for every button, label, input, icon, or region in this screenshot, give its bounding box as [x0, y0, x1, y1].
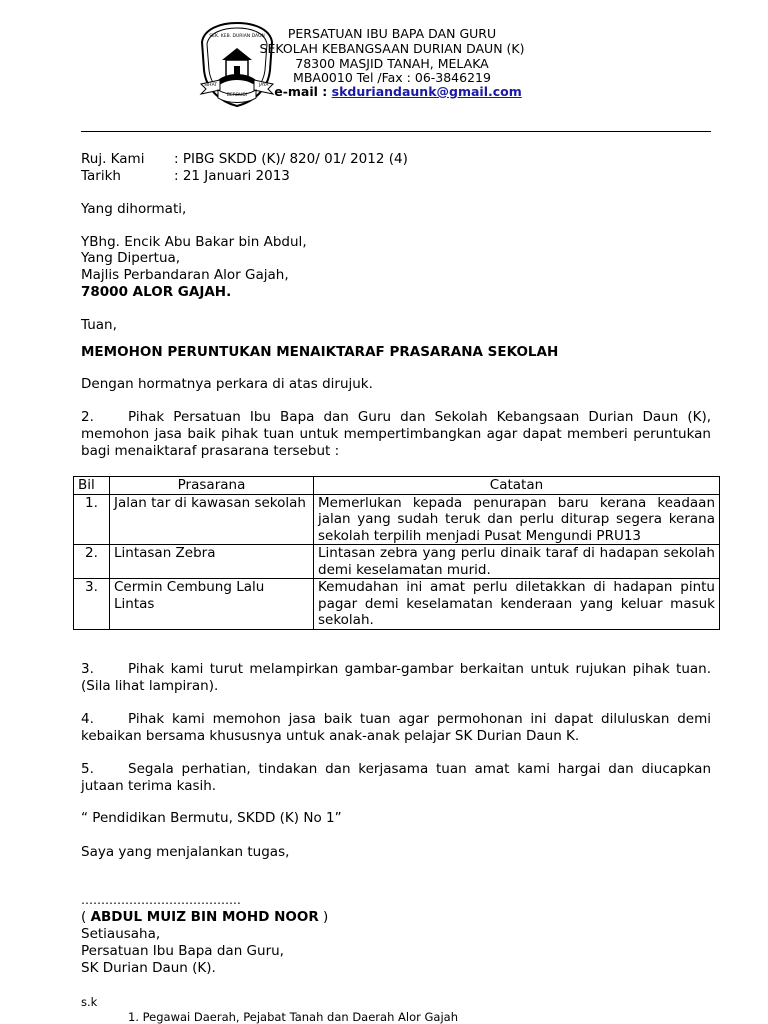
- letterhead-school-name: SEKOLAH KEBANGSAAN DURIAN DAUN (K): [259, 41, 525, 56]
- row-catatan: Kemudahan ini amat perlu diletakkan di hadapan pintu pagar demi keselamatan kenderaan yang keluar masuk sekolah.: [314, 579, 720, 630]
- salutation: Yang dihormati,: [81, 201, 187, 217]
- paragraph-4-number: 4.: [81, 711, 94, 727]
- paragraph-3-text: Pihak kami turut melampirkan gambar-gambar berkaitan untuk rujukan pihak tuan. (Sila lihat lampiran).: [81, 661, 711, 694]
- row-catatan: Lintasan zebra yang perlu dinaik taraf di hadapan sekolah demi keselamatan murid.: [314, 545, 720, 579]
- letter-subject: MEMOHON PERUNTUKAN MENAIKTARAF PRASARANA SEKOLAH: [81, 344, 559, 360]
- date-value: : 21 Januari 2013: [174, 168, 290, 184]
- row-prasarana: Lintasan Zebra: [110, 545, 314, 579]
- closing-line: Saya yang menjalankan tugas,: [81, 844, 290, 860]
- paragraph-5-number: 5.: [81, 761, 94, 777]
- signature-name-line: [81, 909, 328, 926]
- signature-open-paren: (: [81, 909, 91, 925]
- letterhead-divider: [81, 131, 711, 132]
- header-bil: Bil: [74, 477, 110, 495]
- table-row: [74, 579, 720, 630]
- letterhead-tel-fax: MBA0010 Tel /Fax : 06-3846219: [293, 70, 491, 85]
- row-bil: 3.: [74, 579, 110, 630]
- sk-label: s.k: [81, 995, 98, 1009]
- header-catatan: Catatan: [314, 477, 720, 495]
- greeting-tuan: Tuan,: [81, 317, 117, 333]
- row-prasarana: Jalan tar di kawasan sekolah: [110, 494, 314, 545]
- header-prasarana: Prasarana: [110, 477, 314, 495]
- school-motto: “ Pendidikan Bermutu, SKDD (K) No 1”: [81, 810, 342, 826]
- row-bil: 1.: [74, 494, 110, 545]
- paragraph-5-text: Segala perhatian, tindakan dan kerjasama tuan amat kami hargai dan diucapkan jutaan terima kasih.: [81, 761, 711, 794]
- ref-value: : PIBG SKDD (K)/ 820/ 01/ 2012 (4): [174, 151, 408, 167]
- letterhead-email-line: [14, 84, 768, 99]
- prasarana-table: [73, 476, 720, 630]
- recipient-org: Majlis Perbandaran Alor Gajah,: [81, 267, 289, 283]
- signer-org: Persatuan Ibu Bapa dan Guru,: [81, 943, 284, 959]
- paragraph-2-text: Pihak Persatuan Ibu Bapa dan Guru dan Sekolah Kebangsaan Durian Daun (K), memohon jasa baik pihak tuan untuk mempertimbangkan agar dapat memberi peruntukan bagi menaiktaraf prasarana tersebut :: [81, 409, 711, 459]
- signature-dots: ………………………………….: [81, 893, 241, 907]
- crest-top-text: SEK. KEB. DURIAN DAUN: [209, 34, 265, 39]
- table-row: [74, 494, 720, 545]
- row-prasarana: Cermin Cembung Lalu Lintas: [110, 579, 314, 630]
- table-header-row: [74, 477, 720, 495]
- crest-bottom-text: BERBUDI: [226, 93, 248, 98]
- paragraph-3-number: 3.: [81, 661, 94, 677]
- recipient-postcode: 78000 ALOR GAJAH.: [81, 284, 232, 300]
- letterhead-org-name: PERSATUAN IBU BAPA DAN GURU: [287, 26, 497, 41]
- signer-name: ABDUL MUIZ BIN MOHD NOOR: [90, 909, 319, 925]
- paragraph-2: [81, 409, 711, 460]
- crest-ribbon-left: SIHAT: [204, 83, 218, 88]
- signer-school: SK Durian Daun (K).: [81, 960, 216, 976]
- ref-label: Ruj. Kami: [81, 151, 145, 167]
- recipient-title: Yang Dipertua,: [81, 250, 181, 266]
- email-label: e-mail :: [274, 84, 332, 99]
- signature-close-paren: ): [318, 909, 329, 925]
- paragraph-3: [81, 661, 711, 695]
- recipient-name: YBhg. Encik Abu Bakar bin Abdul,: [81, 234, 307, 250]
- row-catatan: Memerlukan kepada penurapan baru kerana keadaan jalan yang sudah teruk dan perlu diturap segera kerana sekolah terpilih menjadi Pusat Mengundi PRU13: [314, 494, 720, 545]
- paragraph-5: [81, 761, 711, 795]
- crest-ribbon-right: JAYA: [259, 83, 269, 88]
- table-row: [74, 545, 720, 579]
- paragraph-4: [81, 711, 711, 745]
- letterhead-address: 78300 MASJID TANAH, MELAKA: [295, 56, 489, 71]
- signer-title: Setiausaha,: [81, 926, 161, 942]
- email-link[interactable]: skduriandaunk@gmail.com: [331, 84, 522, 99]
- intro-paragraph: Dengan hormatnya perkara di atas dirujuk.: [81, 376, 373, 392]
- date-label: Tarikh: [81, 168, 121, 184]
- sk-item-1: 1. Pegawai Daerah, Pejabat Tanah dan Daerah Alor Gajah: [128, 1010, 458, 1024]
- paragraph-4-text: Pihak kami memohon jasa baik tuan agar permohonan ini dapat diluluskan demi kebaikan bersama khususnya untuk anak-anak pelajar SK Durian Daun K.: [81, 711, 711, 744]
- row-bil: 2.: [74, 545, 110, 579]
- paragraph-2-number: 2.: [81, 409, 94, 425]
